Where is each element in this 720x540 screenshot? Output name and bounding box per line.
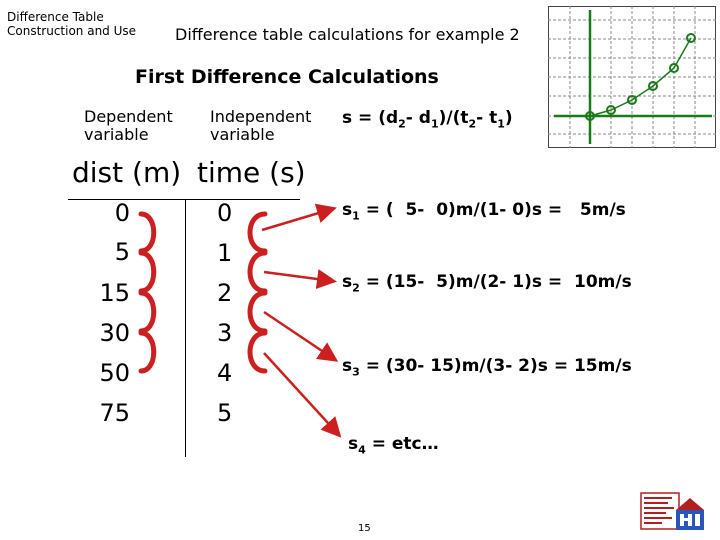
dependent-header-line-2: variable [84,125,149,144]
time-value: 2 [217,279,233,307]
calc-expression: = (30- 15)m/(3- 2)s = 15m/s [359,356,632,376]
connector-arrow [264,312,334,359]
time-diff-arrow [250,293,265,331]
time-value: 4 [217,359,233,387]
dist-diff-arrow [141,333,154,371]
corner-label-line-1: Difference Table [7,10,104,24]
page-number: 15 [358,523,371,534]
calc-expression: = (15- 5)m/(2- 1)s = 10m/s [359,272,632,292]
time-column-header: time (s) [197,156,306,189]
formula-part: - d [405,108,431,128]
connector-arrow [262,209,332,230]
dist-diff-arrow [141,214,154,251]
dist-value: 30 [99,319,130,347]
calc-symbol: s [342,272,353,292]
time-diff-arrow [250,333,265,371]
connector-arrow [264,353,338,434]
formula-subscript: 2 [468,117,477,131]
slide-heading: First Difference Calculations [135,66,439,88]
calc-symbol: s [342,200,353,220]
connector-arrow [264,272,332,281]
independent-header-line-1: Independent [210,107,312,126]
dist-diff-arrow [141,253,154,291]
formula-part: - t [476,108,498,128]
dist-value: 75 [99,399,130,427]
school-logo [640,492,706,532]
formula-subscript: 2 [398,117,406,131]
calc-expression: = etc… [365,434,439,454]
formula-part: s = (d [342,108,399,128]
independent-header-line-2: variable [210,125,275,144]
time-value: 5 [217,399,233,427]
corner-label-line-2: Construction and Use [7,24,137,38]
time-diff-arrow [250,253,265,291]
dist-diff-arrow [141,293,154,331]
calc-subscript: 1 [352,209,360,223]
formula-subscript: 1 [497,117,505,131]
time-value: 1 [217,239,233,267]
calc-subscript: 4 [358,443,366,457]
formula-part: ) [504,108,513,128]
dist-value: 50 [99,359,130,387]
dependent-header-line-1: Dependent [84,107,173,126]
formula-subscript: 1 [430,117,439,131]
dist-value: 15 [99,279,130,307]
time-diff-arrow [250,214,265,251]
slide-subtitle: Difference table calculations for example 2 [175,25,520,44]
time-value: 3 [217,319,233,347]
calc-expression: = ( 5- 0)m/(1- 0)s = 5m/s [359,200,626,220]
calc-subscript: 3 [352,365,360,379]
formula-part: )/(t [438,108,469,128]
graph-thumbnail [548,6,716,148]
dist-value: 0 [114,199,130,227]
dist-value: 5 [114,238,130,266]
calc-subscript: 2 [352,281,360,295]
calc-symbol: s [342,356,353,376]
calc-symbol: s [348,434,359,454]
dist-column-header: dist (m) [72,156,182,189]
time-value: 0 [217,199,233,227]
